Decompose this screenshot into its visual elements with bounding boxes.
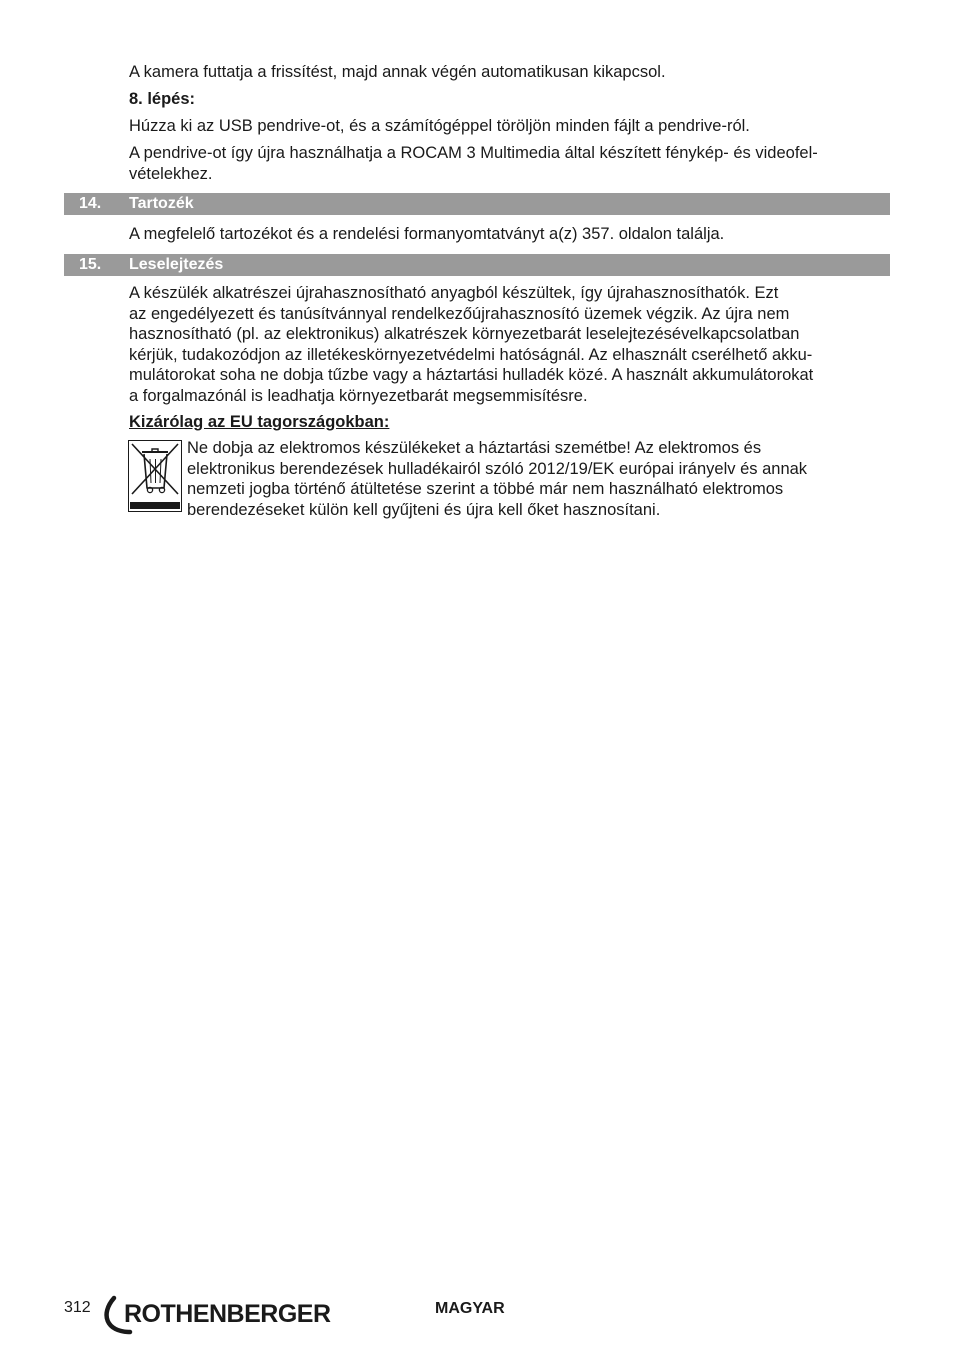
section-15-number: 15. (79, 256, 102, 273)
section-15-line: kérjük, tudakozódjon az illetékeskörnyezetvédelmi hatóságnál. Az elhasznált cserélhető akku- (129, 345, 813, 364)
section-14-number: 14. (79, 195, 102, 212)
section-15-line: a forgalmazónál is leadhatja környezetbarát megsemmisítésre. (129, 386, 588, 405)
section-14-title: Tartozék (129, 195, 194, 212)
intro-paragraph-3 (129, 143, 891, 184)
section-15-paragraph (129, 283, 891, 407)
intro-line-3a: A pendrive-ot így újra használhatja a ROCAM 3 Multimedia által készített fénykép- és videofel- (129, 144, 818, 162)
rothenberger-logo (100, 1292, 350, 1336)
intro-line-2: Húzza ki az USB pendrive-ot, és a számítógéppel töröljön minden fájlt a pendrive-ról. (129, 117, 750, 135)
section-15-header (64, 254, 890, 276)
section-14-text: A megfelelő tartozékot és a rendelési formanyomtatványt a(z) 357. oldalon találja. (129, 225, 725, 243)
weee-line: berendezéseket külön kell gyűjteni és újra kell őket hasznosítani. (187, 500, 661, 519)
section-14-header (64, 193, 890, 215)
intro-line-3b: vételekhez. (129, 164, 213, 183)
footer-language: MAGYAR (435, 1300, 505, 1317)
intro-line-1: A kamera futtatja a frissítést, majd annak végén automatikusan kikapcsol. (129, 63, 666, 81)
weee-line: elektronikus berendezések hulladékairól szóló 2012/19/EK európai irányelv és annak (187, 459, 808, 478)
step-label: 8. lépés: (129, 90, 196, 108)
crossed-out-wheelie-bin-icon (128, 440, 182, 512)
page-number: 312 (64, 1299, 91, 1316)
eu-only-heading: Kizárólag az EU tagországokban: (129, 413, 390, 431)
svg-text:ROTHENBERGER: ROTHENBERGER (124, 1300, 331, 1328)
weee-line: Ne dobja az elektromos készülékeket a háztartási szemétbe! Az elektromos és (187, 439, 762, 457)
section-15-line: A készülék alkatrészei újrahasznosítható anyagból készültek, így újrahasznosíthatók. Ezt (129, 284, 779, 302)
section-15-line: mulátorokat soha ne dobja tűzbe vagy a háztartási hulladék közé. A használt akkumulátorokat (129, 366, 814, 385)
section-15-title: Leselejtezés (129, 256, 224, 273)
section-15-line: az engedélyezett és tanúsítvánnyal rendelkezőújrahasznosító üzemek végzik. Az újra nem (129, 304, 790, 323)
weee-line: nemzeti jogba történő átültetése szerint a többé már nem használható elektromos (187, 480, 784, 499)
section-15-line: hasznosítható (pl. az elektronikus) alkatrészek környezetbarát leselejtezésévelkapcsolatban (129, 325, 800, 344)
weee-notice (187, 438, 887, 520)
